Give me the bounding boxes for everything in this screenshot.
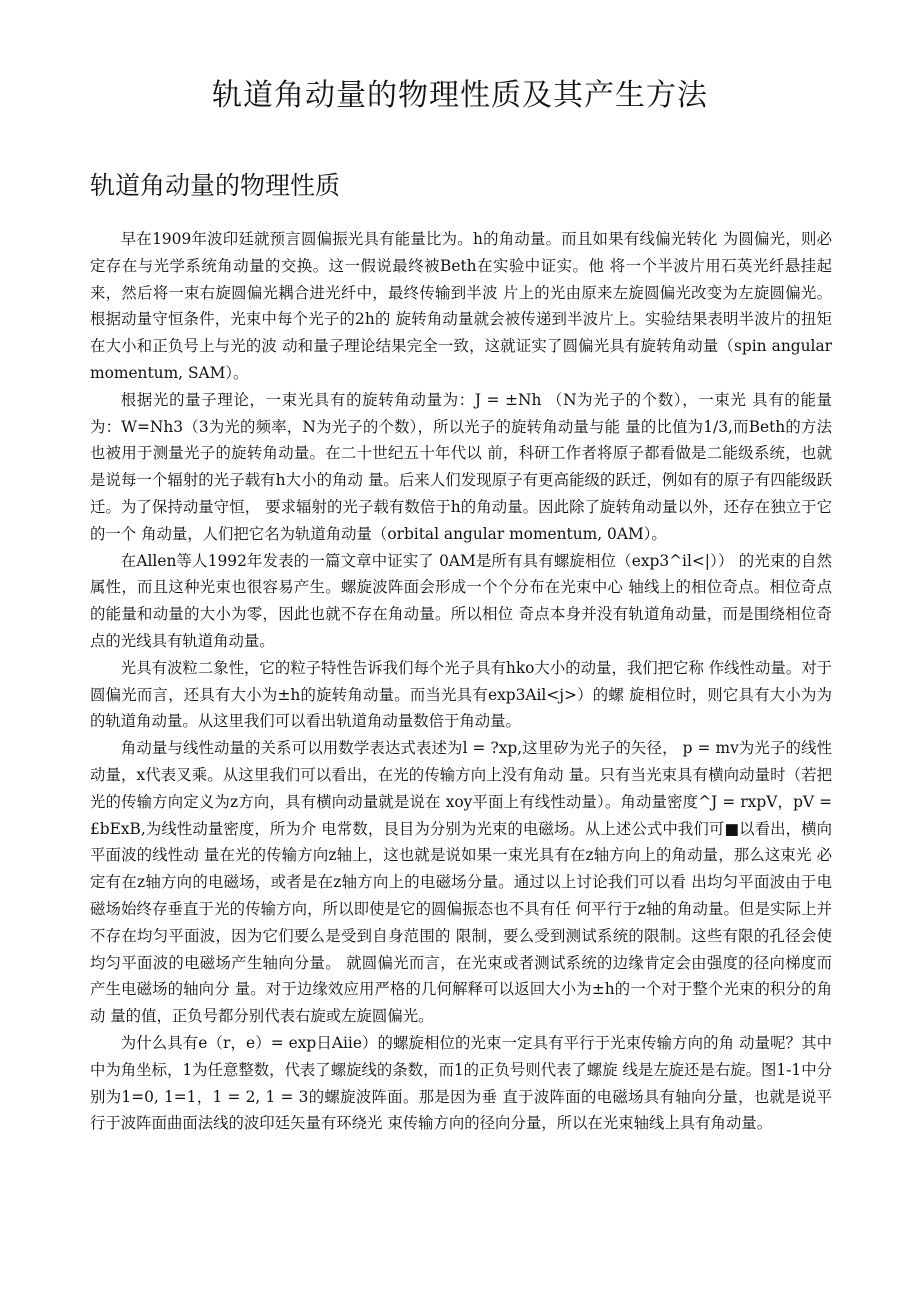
paragraph-4: 光具有波粒二象性，它的粒子特性告诉我们每个光子具有hko大小的动量，我们把它称 作线性动量。对于圆偏光而言，还具有大小为±h的旋转角动量。而当光具有exp3Ail<j>）的螺 旋相位时，则它具有大小为为的轨道角动量。从这里我们可以看出轨道角动量数倍于角动量。: [90, 658, 832, 731]
paragraph-5: 角动量与线性动量的关系可以用数学表达式表述为l = ?xp,这里矽为光子的矢径， p = mv为光子的线性动量，x代表叉乘。从这里我们可以看出，在光的传输方向上没有角动 量。只有当光束具有横向动量时（若把光的传输方向定义为z方向，具有横向动量就是说在 xoy平面上有线性动量）。角动量密度^J = rxpV，pV = £bExB,为线性动量密度，所为介 电常数，艮目为分别为光束的电磁场。从上述公式中我们可■以看出，横向平面波的线性动 量在光的传输方向z轴上，这也就是说如果一束光具有在z轴方向上的角动量，那么这束光 必定有在z轴方向的电磁场，或者是在z轴方向上的电磁场分量。通过以上讨论我们可以看 出均匀平面波由于电磁场始终存垂直于光的传输方向，所以即使是它的圆偏振态也不具有任 何平行于z轴的角动量。但是实际上并不存在均匀平面波，因为它们要么是受到自身范围的 限制，要么受到测试系统的限制。这些有限的孔径会使均匀平面波的电磁场产生轴向分量。 就圆偏光而言，在光束或者测试系统的边缘肯定会由强度的径向梯度而产生电磁场的轴向分 量。对于边缘效应用严格的几何解释可以返回大小为±h的一个对于整个光束的积分的角动 量的值，正负号都分别代表右旋或左旋圆偏光。: [90, 739, 832, 1026]
paragraph-3: 在Allen等人1992年发表的一篇文章中证实了 0AM是所有具有螺旋相位（exp3^il<|）） 的光束的自然属性，而且这种光束也很容易产生。螺旋波阵面会形成一个个分布在光束中心 轴线上的相位奇点。相位奇点的能量和动量的大小为零，因此也就不存在角动量。所以相位 奇点本身并没有轨道角动量，而是围绕相位奇点的光线具有轨道角动量。: [90, 551, 832, 650]
document-body: [90, 226, 832, 1137]
section-heading: 轨道角动量的物理性质: [90, 171, 341, 200]
paragraph-2: 根据光的量子理论，一束光具有的旋转角动量为：J = ±Nh （N为光子的个数），一束光 具有的能量为：W=Nh3（3为光的频率，N为光子的个数），所以光子的旋转角动量与能 量的比值为1/3,而Beth的方法也被用于测量光子的旋转角动量。在二十世纪五十年代以 前，科研工作者将原子都看做是二能级系统，也就是说每一个辐射的光子载有h大小的角动 量。后来人们发现原子有更高能级的跃迁，例如有的原子有四能级跃迁。为了保持动量守恒， 要求辐射的光子载有数倍于h的角动量。因此除了旋转角动量以外，还存在独立于它的一个 角动量，人们把它名为轨道角动量（orbital angular momentum, 0AM）。: [90, 390, 832, 543]
paragraph-1: 早在1909年波印廷就预言圆偏振光具有能量比为。h的角动量。而且如果有线偏光转化 为圆偏光，则必定存在与光学系统角动量的交换。这一假说最终被Beth在实验中证实。他 将一个半波片用石英光纤悬挂起来，然后将一束右旋圆偏光耦合进光纤中，最终传输到半波 片上的光由原来左旋圆偏光改变为左旋圆偏光。根据动量守恒条件，光束中每个光子的2h的 旋转角动量就会被传递到半波片上。实验结果表明半波片的扭矩在大小和正负号上与光的波 动和量子理论结果完全一致，这就证实了圆偏光具有旋转角动量（spin angular momentum, SAM）。: [90, 230, 832, 382]
document-title: 轨道角动量的物理性质及其产生方法: [212, 78, 708, 113]
paragraph-6: 为什么具有e（r，e）= exp日Aiie）的螺旋相位的光束一定具有平行于光束传输方向的角 动量呢？其中中为角坐标，1为任意整数，代表了螺旋线的条数，而1的正负号则代表了螺旋 线是左旋还是右旋。图1-1中分别为1=0, 1=1，1 = 2, 1 = 3的螺旋波阵面。那是因为垂 直于波阵面的电磁场具有轴向分量，也就是说平行于波阵面曲面法线的波印廷矢量有环绕光 束传输方向的径向分量，所以在光束轴线上具有角动量。: [90, 1033, 832, 1133]
